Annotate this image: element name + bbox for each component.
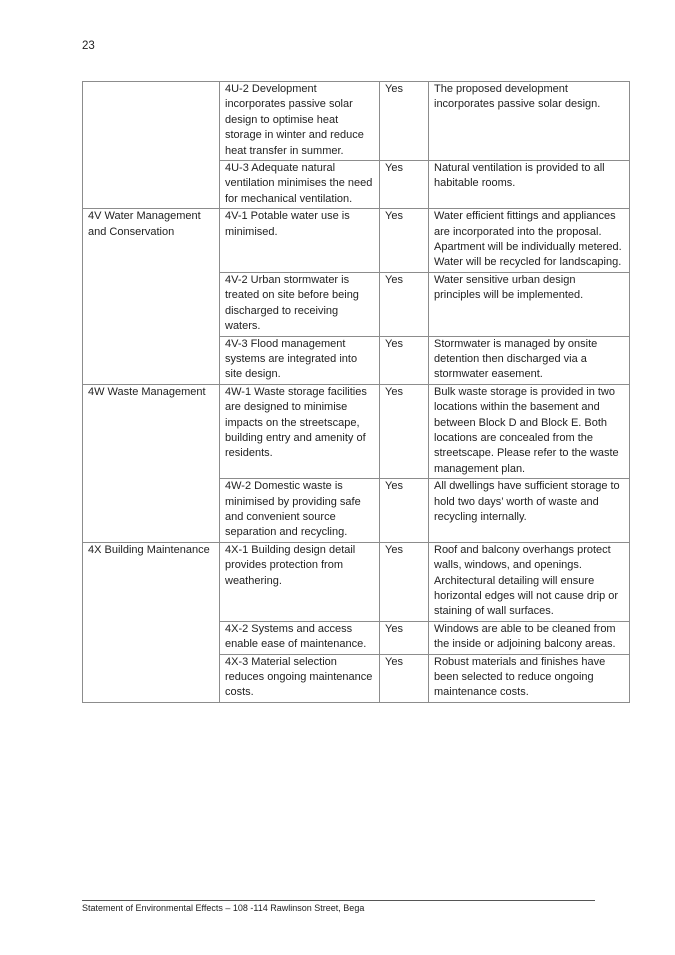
criterion-cell: 4W-1 Waste storage facilities are designed to minimise impacts on the streetscape, building entry and amenity of residents.	[220, 384, 380, 478]
comment-cell: Water efficient fittings and appliances are incorporated into the proposal. Apartment will be individually metered. Water will be recycled for landscaping.	[429, 209, 630, 273]
comment-cell: Windows are able to be cleaned from the inside or adjoining balcony areas.	[429, 621, 630, 654]
compliance-cell: Yes	[380, 161, 429, 209]
comment-cell: Roof and balcony overhangs protect walls, windows, and openings. Architectural detailing will ensure horizontal edges will not cause drip or staining of wall surfaces.	[429, 542, 630, 621]
comment-cell: Stormwater is managed by onsite detention then discharged via a stormwater easement.	[429, 336, 630, 384]
category-cell: 4W Waste Management	[83, 384, 220, 542]
table-row	[83, 209, 630, 273]
criterion-cell: 4V-3 Flood management systems are integrated into site design.	[220, 336, 380, 384]
criterion-cell: 4W-2 Domestic waste is minimised by providing safe and convenient source separation and recycling.	[220, 479, 380, 543]
comment-cell: Bulk waste storage is provided in two locations within the basement and between Block D and Block E. Both locations are concealed from the streetscape. Please refer to the waste management plan.	[429, 384, 630, 478]
comment-cell: Water sensitive urban design principles will be implemented.	[429, 272, 630, 336]
criterion-cell: 4V-2 Urban stormwater is treated on site before being discharged to receiving waters.	[220, 272, 380, 336]
compliance-cell: Yes	[380, 479, 429, 543]
page-number: 23	[82, 40, 95, 52]
compliance-cell: Yes	[380, 542, 429, 621]
category-cell: 4X Building Maintenance	[83, 542, 220, 702]
criterion-cell: 4X-3 Material selection reduces ongoing maintenance costs.	[220, 654, 380, 702]
category-cell	[83, 82, 220, 209]
compliance-cell: Yes	[380, 654, 429, 702]
compliance-cell: Yes	[380, 209, 429, 273]
table-row	[83, 384, 630, 478]
criterion-cell: 4X-1 Building design detail provides protection from weathering.	[220, 542, 380, 621]
criterion-cell: 4U-3 Adequate natural ventilation minimises the need for mechanical ventilation.	[220, 161, 380, 209]
criterion-cell: 4X-2 Systems and access enable ease of maintenance.	[220, 621, 380, 654]
comment-cell: All dwellings have sufficient storage to hold two days’ worth of waste and recycling internally.	[429, 479, 630, 543]
compliance-cell: Yes	[380, 384, 429, 478]
requirements-table	[82, 81, 630, 703]
comment-cell: The proposed development incorporates passive solar design.	[429, 82, 630, 161]
table-row	[83, 542, 630, 621]
category-cell: 4V Water Management and Conservation	[83, 209, 220, 384]
compliance-cell: Yes	[380, 82, 429, 161]
compliance-cell: Yes	[380, 272, 429, 336]
page-footer: Statement of Environmental Effects – 108 -114 Rawlinson Street, Bega	[82, 903, 365, 913]
compliance-cell: Yes	[380, 621, 429, 654]
compliance-cell: Yes	[380, 336, 429, 384]
footer-divider	[82, 900, 595, 901]
comment-cell: Robust materials and finishes have been selected to reduce ongoing maintenance costs.	[429, 654, 630, 702]
criterion-cell: 4V-1 Potable water use is minimised.	[220, 209, 380, 273]
table-row	[83, 82, 630, 161]
criterion-cell: 4U-2 Development incorporates passive solar design to optimise heat storage in winter and reduce heat transfer in summer.	[220, 82, 380, 161]
comment-cell: Natural ventilation is provided to all habitable rooms.	[429, 161, 630, 209]
